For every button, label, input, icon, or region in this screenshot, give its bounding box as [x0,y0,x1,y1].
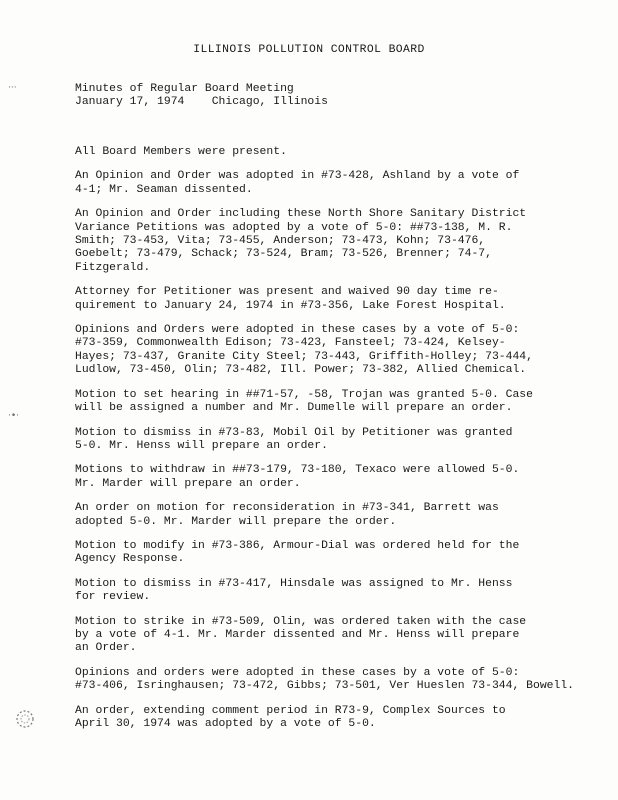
paragraph-line: An order, extending comment period in R73-9, Complex Sources to [75,704,506,717]
paragraph-line: adopted 5-0. Mr. Marder will prepare the order. [75,515,397,528]
paragraph-line: Motion to modify in #73-386, Armour-Dial was ordered held for the [75,539,520,552]
scan-speck-middle: ·•· [8,411,20,421]
minutes-paragraph [75,427,610,454]
paragraph-line: Ludlow, 73-450, Olin; 73-482, Ill. Power; 73-382, Allied Chemical. [75,364,527,377]
minutes-paragraph [75,540,610,567]
paragraph-line: will be assigned a number and Mr. Dumelle will prepare an order. [75,402,513,415]
minutes-paragraph [75,502,610,529]
paragraph-line: Mr. Marder will prepare an order. [75,477,301,490]
paragraph-line: Motion to dismiss in #73-83, Mobil Oil by Petitioner was granted [75,426,513,439]
paragraph-line: Motion to set hearing in ##71-57, -58, Trojan was granted 5-0. Case [75,388,533,401]
paragraph-line: An Opinion and Order including these North Shore Sanitary District [75,208,527,221]
paragraph-line: #73-359, Commonwealth Edison; 73-423, Fansteel; 73-424, Kelsey- [75,337,506,350]
paragraph-line: An Opinion and Order was adopted in #73-428, Ashland by a vote of [75,170,520,183]
meeting-date-location: January 17, 1974 Chicago, Illinois [75,96,328,109]
minutes-body [75,146,610,742]
minutes-paragraph [75,170,610,197]
paragraph-line: Fitzgerald. [75,261,151,274]
paragraph-line: Motions to withdraw in ##73-179, 73-180, Texaco were allowed 5-0. [75,464,520,477]
scan-ring-mark [12,706,38,732]
minutes-paragraph [75,464,610,491]
paragraph-line: quirement to January 24, 1974 in #73-356, Lake Forest Hospital. [75,299,506,312]
paragraph-line: Opinions and Orders were adopted in these cases by a vote of 5-0: [75,324,520,337]
minutes-paragraph [75,208,610,275]
paragraph-line: #73-406, Isringhausen; 73-472, Gibbs; 73-501, Ver Hueslen 73-344, Bowell. [75,680,574,693]
minutes-paragraph [75,705,610,732]
document-title: ILLINOIS POLLUTION CONTROL BOARD [193,44,425,56]
paragraph-line: Opinions and orders were adopted in these cases by a vote of 5-0: [75,666,520,679]
paragraph-line: Hayes; 73-437, Granite City Steel; 73-443, Griffith-Holley; 73-444, [75,350,533,363]
minutes-paragraph [75,578,610,605]
minutes-paragraph [75,286,610,313]
minutes-paragraph [75,667,610,694]
paragraph-line: 4-1; Mr. Seaman dissented. [75,183,253,196]
paragraph-line: All Board Members were present. [75,146,287,158]
paragraph-line: for review. [75,591,151,604]
paragraph-line: Variance Petitions was adopted by a vote of 5-0: ##73-138, M. R. [75,221,513,234]
minutes-paragraph [75,146,610,159]
paragraph-line: an Order. [75,642,137,655]
paragraph-line: April 30, 1974 was adopted by a vote of 5-0. [75,718,376,730]
paragraph-line: Agency Response. [75,553,185,566]
meeting-header [75,83,328,110]
paragraph-line: Motion to dismiss in #73-417, Hinsdale was assigned to Mr. Henss [75,577,513,590]
paragraph-line: by a vote of 4-1. Mr. Marder dissented and Mr. Henss will prepare [75,628,520,641]
minutes-paragraph [75,389,610,416]
scan-speck-top: ··· [8,83,17,93]
paragraph-line: Smith; 73-453, Vita; 73-455, Anderson; 73-473, Kohn; 73-476, [75,235,486,248]
paragraph-line: Attorney for Petitioner was present and waived 90 day time re- [75,286,499,299]
paragraph-line: Motion to strike in #73-509, Olin, was ordered taken with the case [75,615,527,628]
paragraph-line: Goebelt; 73-479, Schack; 73-524, Bram; 73-526, Brenner; 74-7, [75,248,492,261]
paragraph-line: 5-0. Mr. Henss will prepare an order. [75,439,328,452]
meeting-type: Minutes of Regular Board Meeting [75,83,294,95]
minutes-paragraph [75,324,610,378]
paragraph-line: An order on motion for reconsideration in #73-341, Barrett was [75,502,499,515]
minutes-paragraph [75,616,610,656]
